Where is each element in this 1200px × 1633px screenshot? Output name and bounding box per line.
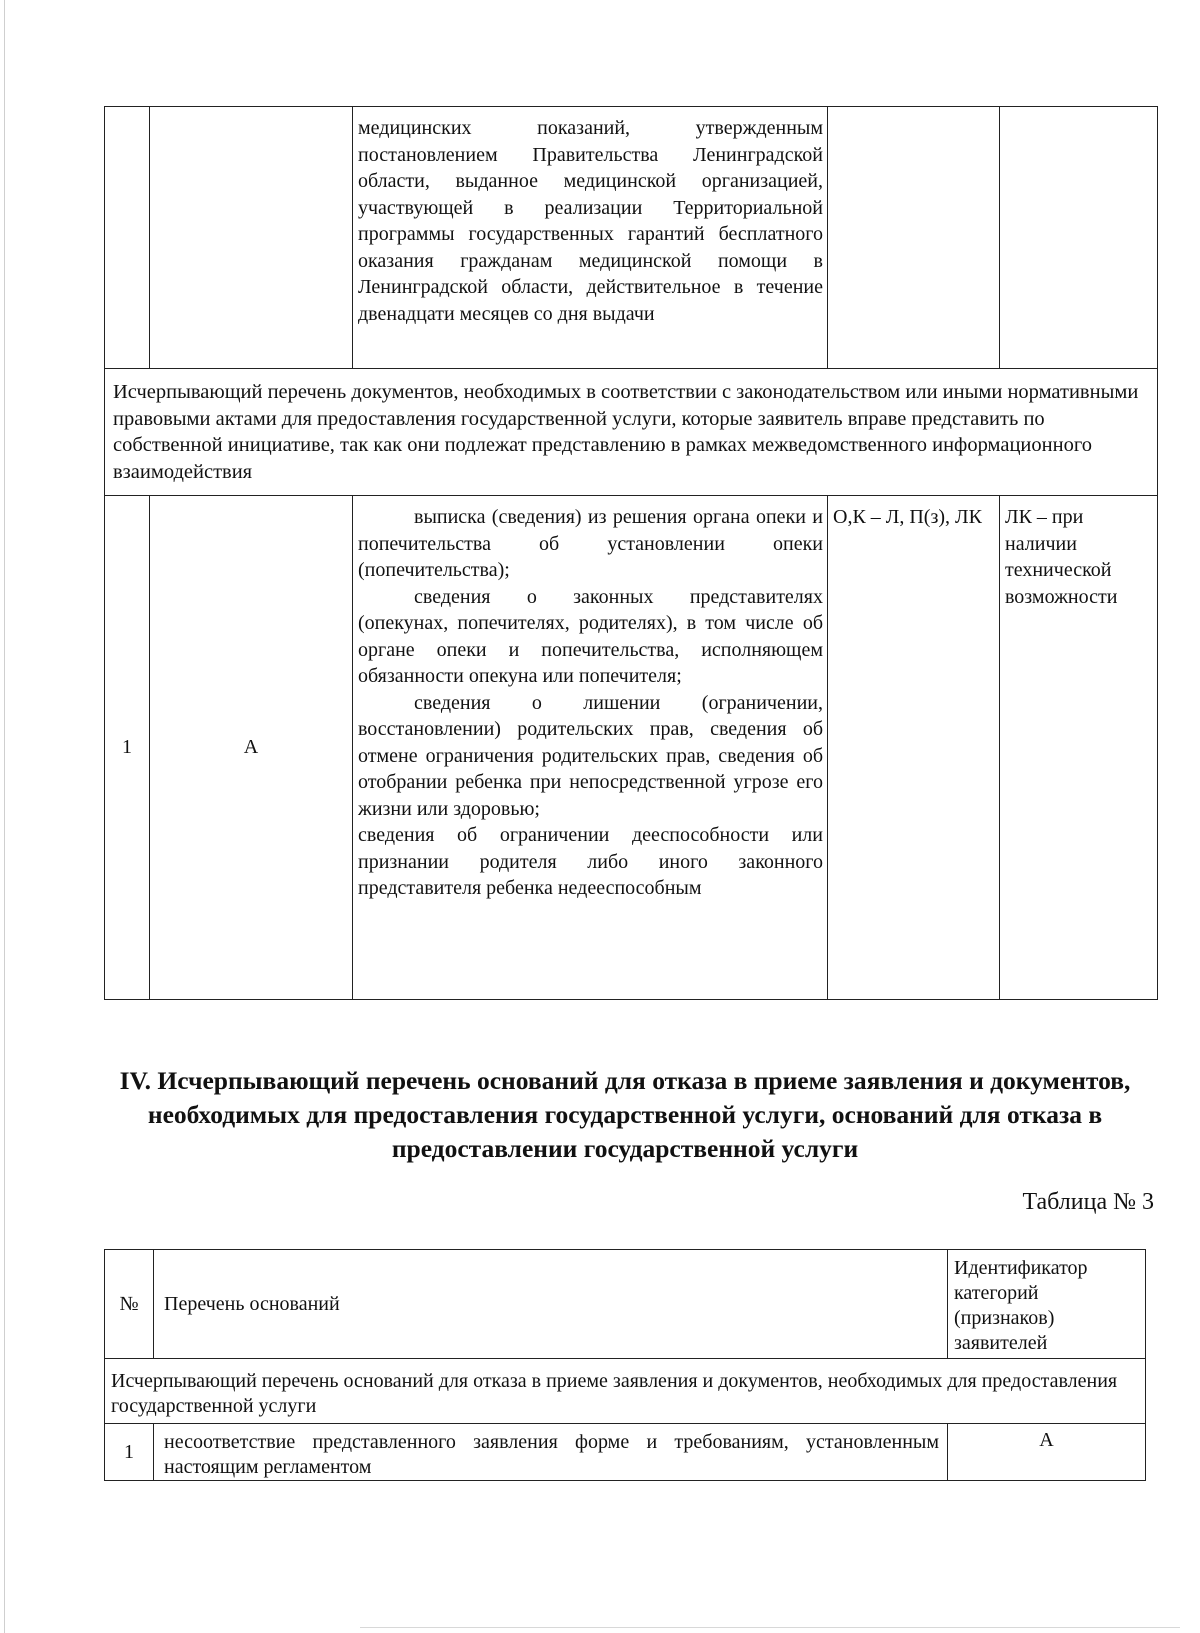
table-row	[105, 496, 1158, 1000]
header-reasons: Перечень оснований	[154, 1250, 948, 1359]
document-item: сведения о лишении (ограничении, восстановлении) родительских прав, сведения об отмене ограничения родительских прав, сведения об отобрании ребенка при непосредственной угрозе его жизни или здоровью;	[358, 691, 823, 820]
document-item: сведения о законных представителях (опекунах, попечителях, родителях), в том числе об органе опеки и попечительства, исполняющем обязанности опекуна или попечителя;	[358, 585, 823, 687]
row-method: О,К – Л, П(з), ЛК	[828, 496, 1000, 1000]
cell-document-continued: медицинских показаний, утвержденным постановлением Правительства Ленинградской области, выданное медицинской организацией, участвующей в реализации Территориальной программы государственных гарантий бесплатного оказания гражданам медицинской помощи в Ленинградской области, действительное в течение двенадцати месяцев со дня выдачи	[353, 107, 828, 369]
row-note: ЛК – при наличии технической возможности	[1000, 496, 1158, 1000]
cell-method-empty	[828, 107, 1000, 369]
table-section-row	[105, 1359, 1146, 1424]
table-section-row	[105, 369, 1158, 496]
row-documents	[353, 496, 828, 1000]
row-category: А	[150, 496, 353, 1000]
section-caption: Исчерпывающий перечень оснований для отказа в приеме заявления и документов, необходимых для предоставления государственной услуги	[105, 1359, 1146, 1424]
refusal-reasons-table	[104, 1249, 1146, 1481]
row-number: 1	[105, 1424, 154, 1481]
page-edge	[4, 0, 5, 1633]
bottom-edge-line	[360, 1627, 1180, 1628]
cell-category-empty	[150, 107, 353, 369]
document-item: выписка (сведения) из решения органа опеки и попечительства об установлении опеки (попечительства);	[358, 506, 823, 581]
document-item: сведения об ограничении дееспособности или признании родителя либо иного законного представителя ребенка недееспособным	[358, 824, 823, 899]
section-heading: IV. Исчерпывающий перечень оснований для отказа в приеме заявления и документов, необходимых для предоставления государственной услуги, оснований для отказа в предоставлении государственной услуги	[119, 1066, 1131, 1163]
row-number: 1	[105, 496, 150, 1000]
table-header-row	[105, 1250, 1146, 1359]
table-row-continuation	[105, 107, 1158, 369]
documents-table	[104, 106, 1158, 1000]
table-number-label: Таблица № 3	[1022, 1189, 1154, 1215]
cell-num-empty	[105, 107, 150, 369]
cell-note-empty	[1000, 107, 1158, 369]
row-reason: несоответствие представленного заявления форме и требованиям, установленным настоящим регламентом	[154, 1424, 948, 1481]
row-category: А	[948, 1424, 1146, 1481]
header-num: №	[105, 1250, 154, 1359]
section-caption: Исчерпывающий перечень документов, необходимых в соответствии с законодательством или иными нормативными правовыми актами для предоставления государственной услуги, которые заявитель вправе представить по собственной инициативе, так как они подлежат представлению в рамках межведомственного информационного взаимодействия	[105, 369, 1158, 496]
table-row	[105, 1424, 1146, 1481]
header-identifier: Идентификатор категорий (признаков) заявителей	[948, 1250, 1146, 1359]
